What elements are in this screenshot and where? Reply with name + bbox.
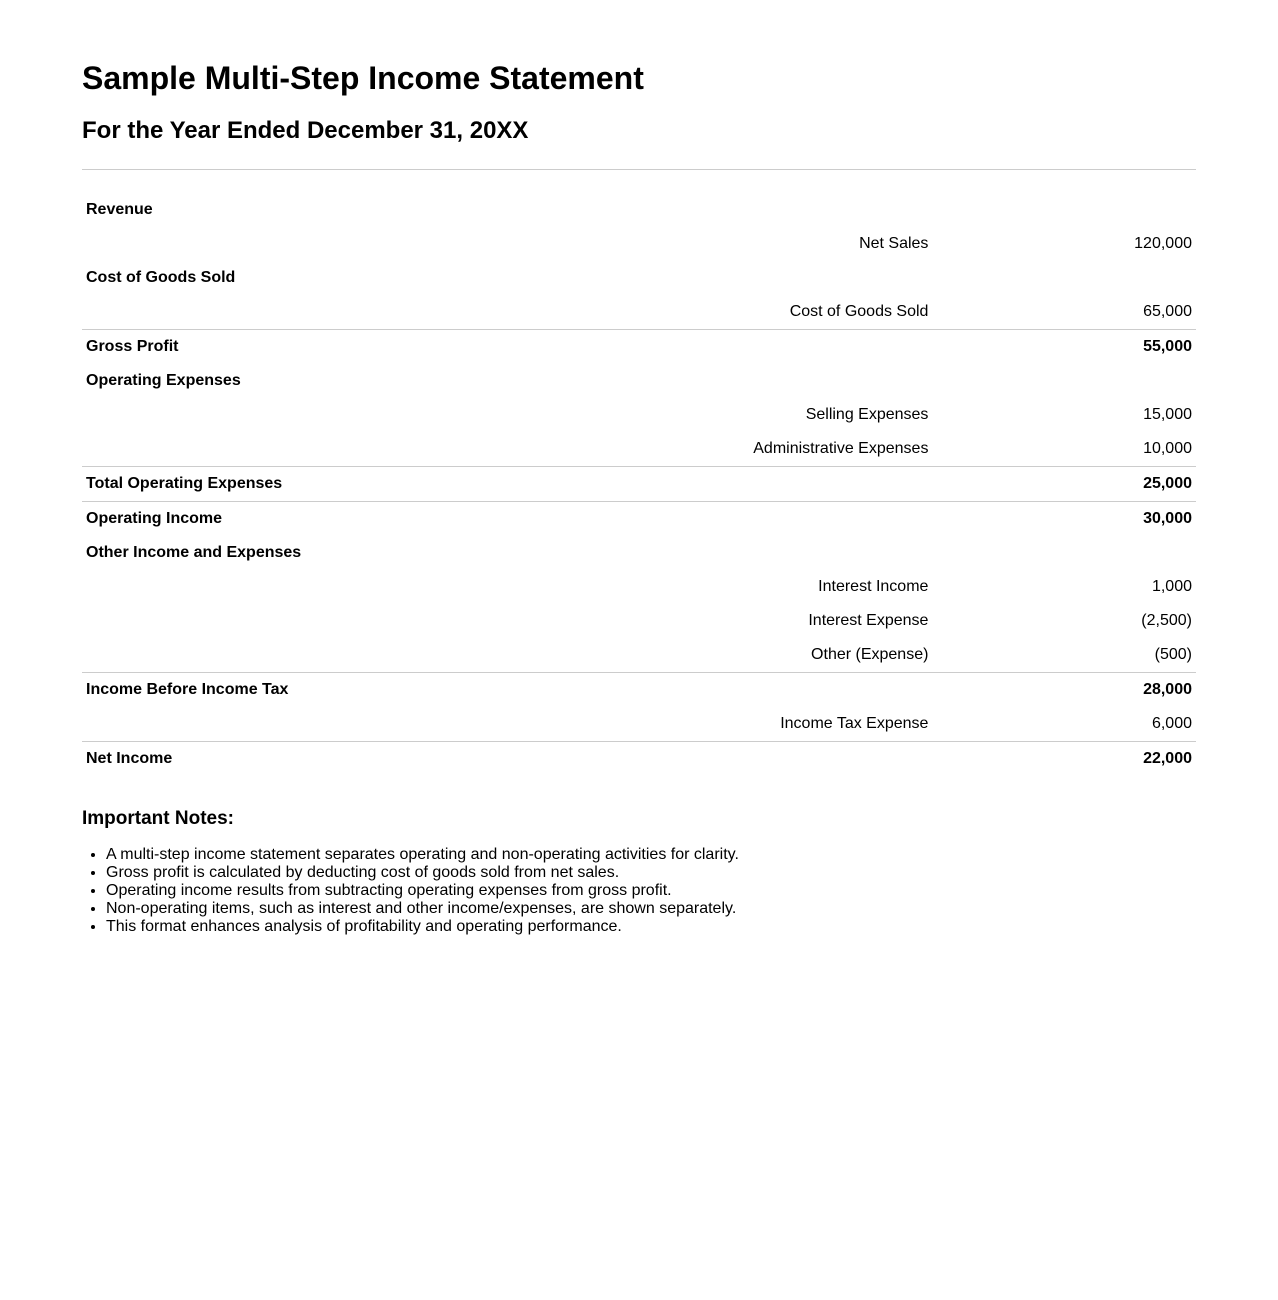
- line-item-label: Administrative Expenses: [753, 440, 929, 457]
- total-amount: 28,000: [932, 673, 1196, 708]
- line-item-row-net-sales: [82, 227, 1196, 261]
- line-item-amount: 120,000: [1134, 235, 1192, 252]
- total-label: Total Operating Expenses: [82, 467, 685, 502]
- line-item-amount: 6,000: [1151, 715, 1192, 732]
- section-row-operating-expenses: [82, 364, 1196, 398]
- line-item-amount: 15,000: [1143, 406, 1192, 423]
- line-item-label: Interest Expense: [808, 612, 929, 629]
- total-label: Operating Income: [82, 502, 685, 537]
- total-amount: 22,000: [932, 742, 1196, 777]
- total-row-total-operating-expenses: [82, 467, 1196, 502]
- page-subtitle: For the Year Ended December 31, 20XX: [82, 117, 529, 144]
- notes-heading: Important Notes:: [82, 808, 234, 829]
- income-statement-table: [82, 193, 1196, 776]
- line-item-label: Cost of Goods Sold: [789, 303, 929, 320]
- line-item-row-income-tax-expense: [82, 707, 1196, 742]
- total-label: Net Income: [82, 742, 685, 777]
- section-row-revenue: [82, 193, 1196, 227]
- page-title: Sample Multi-Step Income Statement: [82, 60, 644, 96]
- line-item-row-other-expense: [82, 638, 1196, 673]
- total-row-gross-profit: [82, 330, 1196, 365]
- line-item-amount: (500): [1154, 646, 1192, 663]
- total-row-operating-income: [82, 502, 1196, 537]
- line-item-amount: 10,000: [1143, 440, 1192, 457]
- total-amount: 55,000: [932, 330, 1196, 365]
- note-item: • This format enhances analysis of profitability and operating performance.: [106, 918, 739, 936]
- section-label: Other Income and Expenses: [86, 544, 302, 561]
- line-item-row-interest-income: [82, 570, 1196, 604]
- line-item-amount: 65,000: [1143, 303, 1192, 320]
- line-item-label: Net Sales: [859, 235, 929, 252]
- section-row-other-income-expenses: [82, 536, 1196, 570]
- section-row-cogs: [82, 261, 1196, 295]
- total-amount: 25,000: [932, 467, 1196, 502]
- note-item: • Gross profit is calculated by deducting cost of goods sold from net sales.: [106, 864, 739, 882]
- line-item-amount: (2,500): [1141, 612, 1192, 629]
- note-item: • Non-operating items, such as interest and other income/expenses, are shown separately.: [106, 900, 739, 918]
- total-label: Income Before Income Tax: [82, 673, 685, 708]
- total-row-net-income: [82, 742, 1196, 777]
- section-label: Operating Expenses: [86, 372, 241, 389]
- line-item-amount: 1,000: [1151, 578, 1192, 595]
- total-amount: 30,000: [932, 502, 1196, 537]
- line-item-label: Income Tax Expense: [780, 715, 929, 732]
- line-item-label: Interest Income: [818, 578, 929, 595]
- line-item-row-cogs: [82, 295, 1196, 330]
- line-item-row-administrative-expenses: [82, 432, 1196, 467]
- line-item-label: Other (Expense): [811, 646, 929, 663]
- section-label: Revenue: [86, 201, 153, 218]
- line-item-row-selling-expenses: [82, 398, 1196, 432]
- section-label: Cost of Goods Sold: [86, 269, 236, 286]
- header-divider: [82, 169, 1196, 170]
- note-item: • A multi-step income statement separates operating and non-operating activities for clarity.: [106, 846, 739, 864]
- note-item: • Operating income results from subtracting operating expenses from gross profit.: [106, 882, 739, 900]
- notes-list: [82, 846, 739, 936]
- total-row-income-before-tax: [82, 673, 1196, 708]
- total-label: Gross Profit: [82, 330, 685, 365]
- line-item-row-interest-expense: [82, 604, 1196, 638]
- line-item-label: Selling Expenses: [805, 406, 929, 423]
